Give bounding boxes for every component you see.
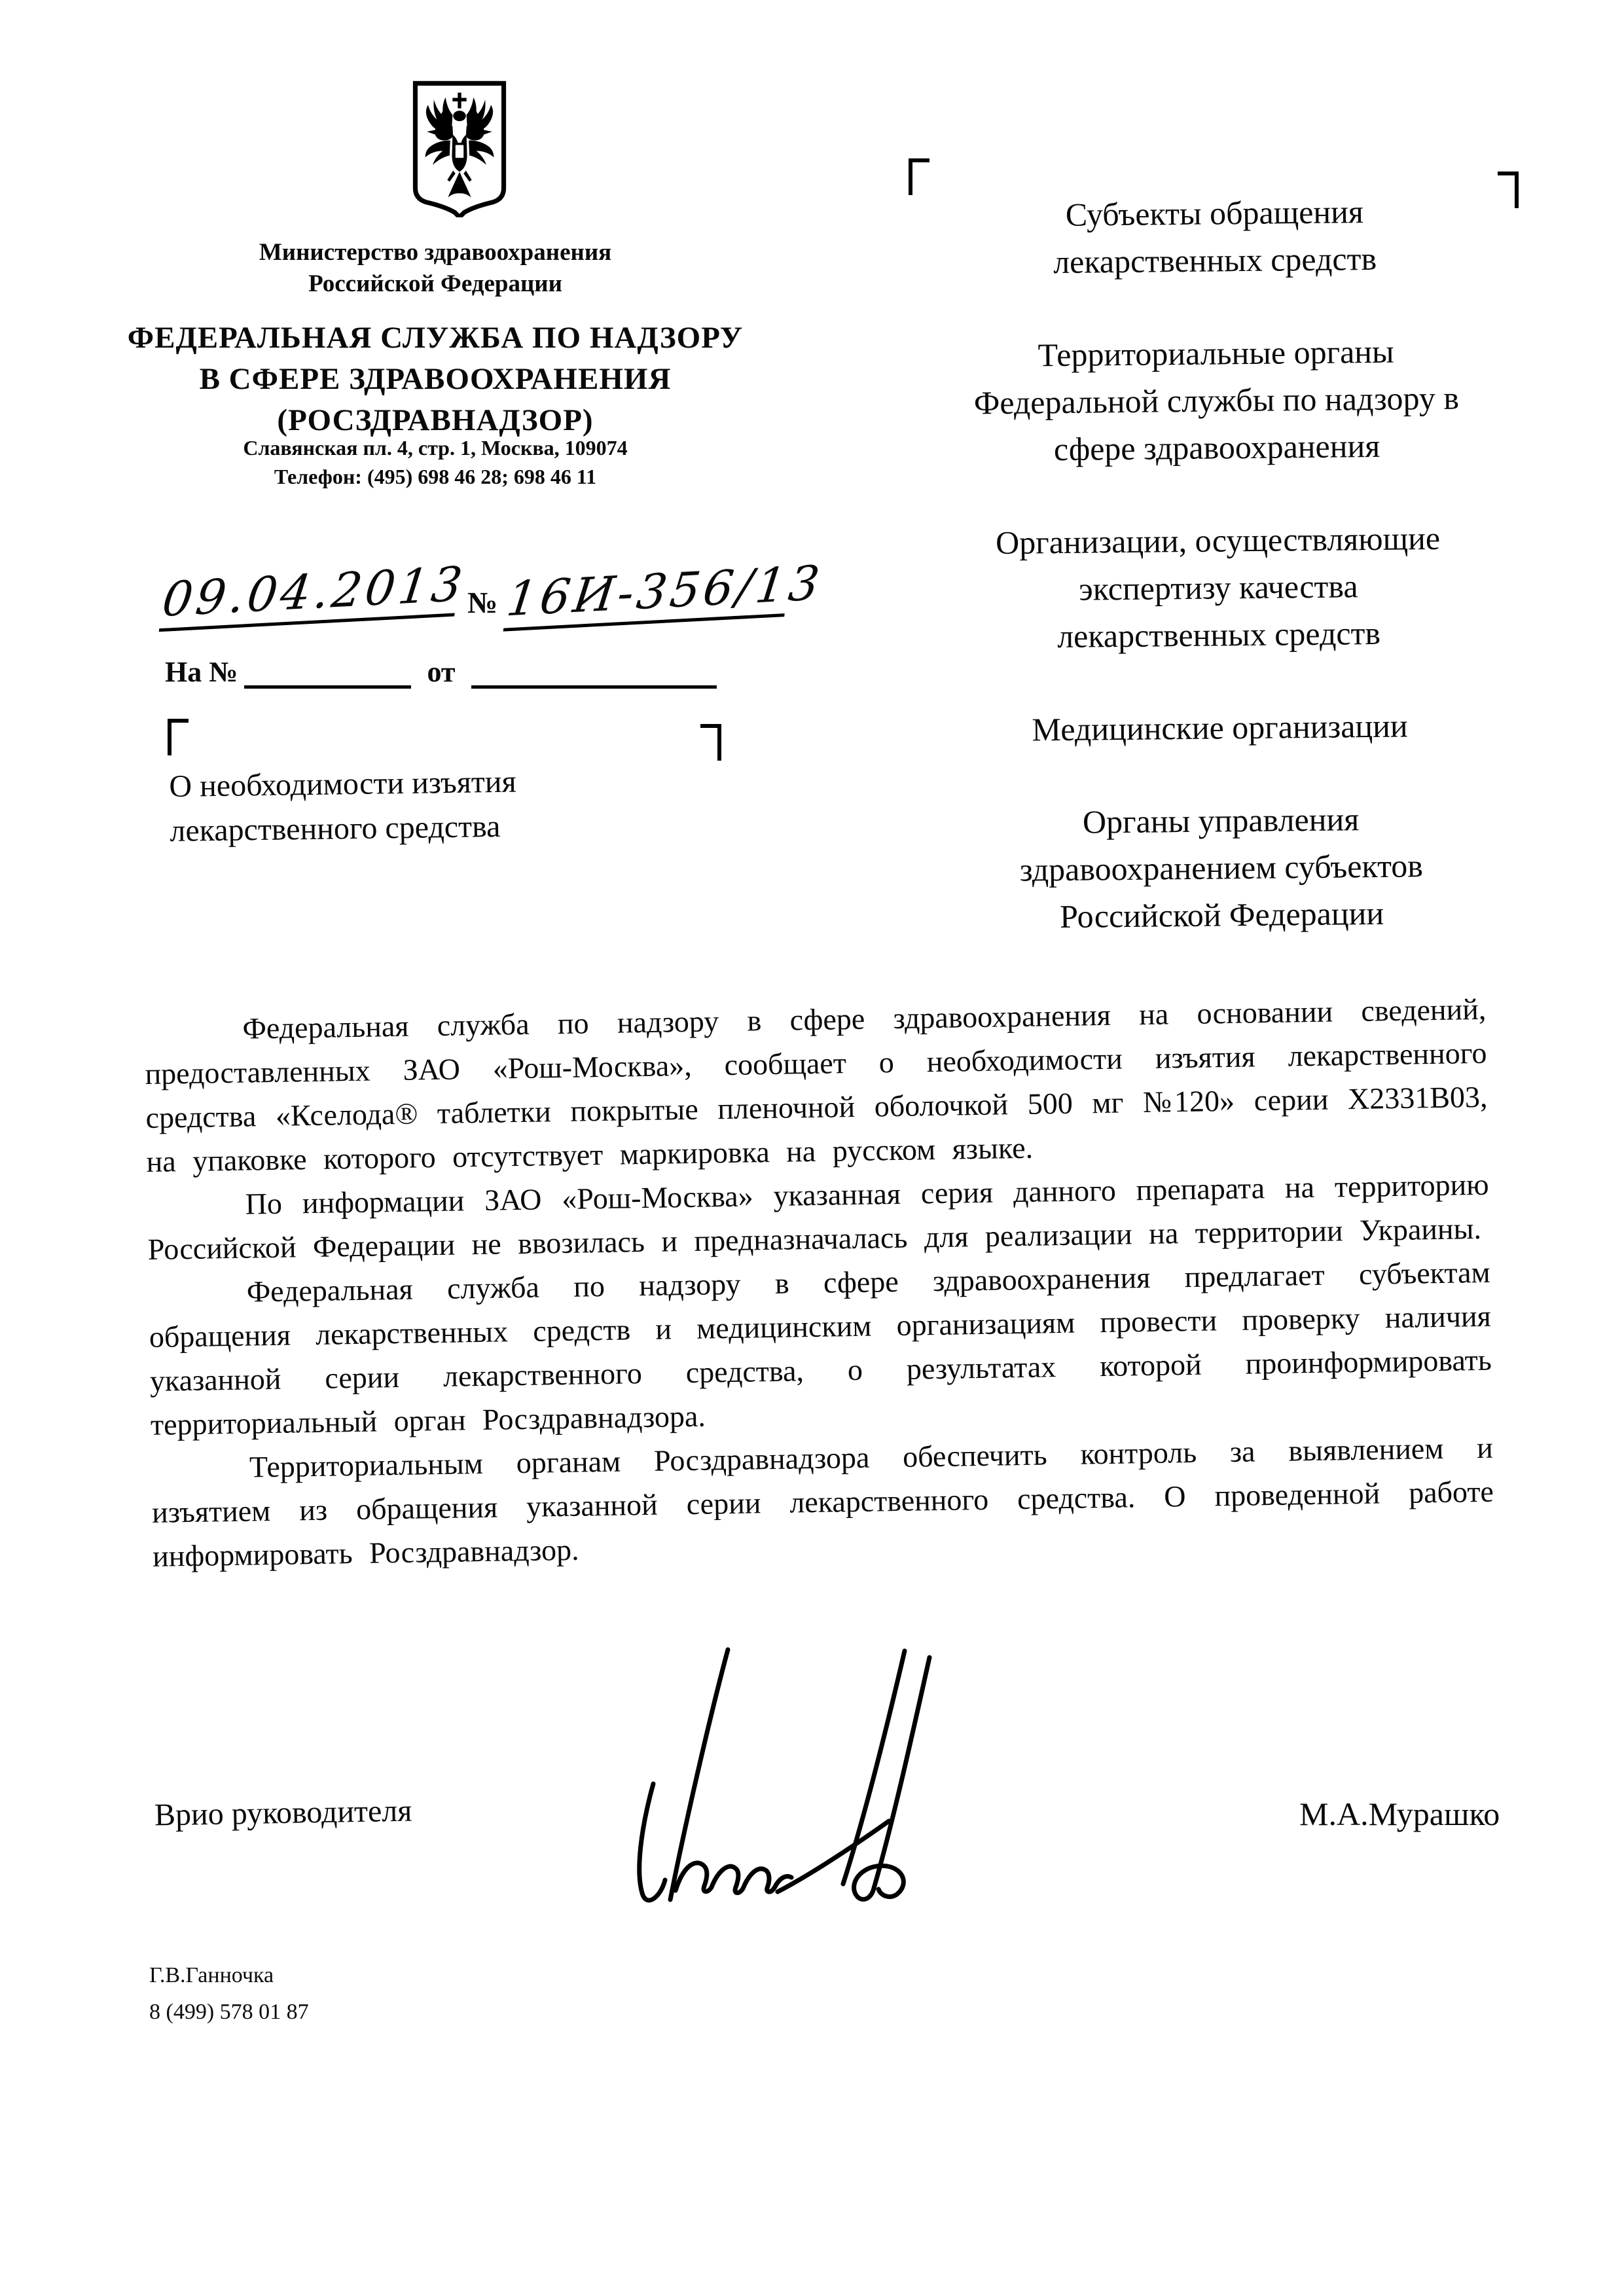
- reply-na-label: На №: [165, 656, 238, 688]
- reply-ot-label: от: [427, 656, 456, 688]
- reply-number-blank: [244, 651, 411, 689]
- letter-body: [144, 987, 1494, 1578]
- recipient-item: Органы управления здравоохранением субъектов Российской Федерации: [1019, 801, 1424, 935]
- recipient-item: Субъекты обращения лекарственных средств: [1053, 193, 1377, 281]
- body-paragraph: Территориальным органам Росздравнадзора обеспечить контроль за выявлением и изъятием из обращения указанной серии лекарственного средства. О проведенной работе информировать Росздравнадзор.: [151, 1430, 1494, 1573]
- crop-mark-subject-left: [168, 719, 189, 755]
- ministry-line: Российской Федерации: [308, 270, 562, 297]
- service-name: [111, 317, 759, 441]
- service-line: (РОСЗДРАВНАДЗОР): [277, 403, 594, 437]
- recipients-list: [871, 186, 1566, 988]
- body-paragraph: Федеральная служба по надзору в сфере здравоохранения предлагает субъектам обращения лекарственных средств и медицинским организациям провести проверку наличия указанной серии лекарственного средства, о результатах которой проинформировать территориальный орган Росздравнадзора.: [149, 1255, 1492, 1441]
- ministry-line: Министерство здравоохранения: [259, 239, 612, 266]
- crop-mark-recipient-left: [909, 158, 929, 195]
- sender-contacts: [111, 433, 759, 491]
- service-line: В СФЕРЕ ЗДРАВООХРАНЕНИЯ: [199, 362, 672, 396]
- sender-phone: Телефон: (495) 698 46 28; 698 46 11: [274, 465, 597, 488]
- reply-reference-row: [165, 651, 717, 689]
- outgoing-number-handwritten: 16И-356/13: [503, 556, 792, 631]
- signer-name: М.А.Мурашко: [1299, 1796, 1500, 1832]
- sender-address: Славянская пл. 4, стр. 1, Москва, 109074: [243, 436, 628, 460]
- body-paragraph: По информации ЗАО «Рош-Москва» указанная серия данного препарата на территорию Российской Федерации не ввозилась и предназначалась для реализации на территории Украины.: [147, 1167, 1489, 1266]
- outgoing-date-handwritten: 09.04.2013: [159, 556, 462, 632]
- crop-mark-subject-right: [700, 724, 721, 761]
- recipient-item: Территориальные органы Федеральной службы по надзору в сфере здравоохранения: [973, 333, 1460, 468]
- signature-scribble: [609, 1643, 962, 1915]
- executor-phone: 8 (499) 578 01 87: [149, 2000, 309, 2024]
- recipient-item: Медицинские организации: [1032, 707, 1408, 748]
- coat-of-arms-icon: [407, 79, 512, 221]
- subject-text: О необходимости изъятия лекарственного средства: [169, 764, 516, 848]
- executor-block: [149, 1957, 309, 2031]
- ministry-name: [111, 237, 759, 300]
- service-line: ФЕДЕРАЛЬНАЯ СЛУЖБА ПО НАДЗОРУ: [127, 321, 744, 355]
- signer-title: Врио руководителя: [154, 1793, 412, 1833]
- number-sign: №: [467, 586, 498, 619]
- body-paragraph: Федеральная служба по надзору в сфере здравоохранения на основании сведений, предоставленных ЗАО «Рош-Москва», сообщает о необходимости изъятия лекарственного средства «Кселода® таблетки покрытые пленочной оболочкой 500 мг №120» серии Х2331В03, на упаковке которого отсутствует маркировка на русском языке.: [145, 992, 1488, 1178]
- reference-row: [159, 554, 826, 628]
- reply-date-blank: [471, 651, 717, 689]
- executor-name: Г.В.Ганночка: [149, 1963, 274, 1987]
- recipient-item: Организации, осуществляющие экспертизу качества лекарственных средств: [995, 519, 1441, 655]
